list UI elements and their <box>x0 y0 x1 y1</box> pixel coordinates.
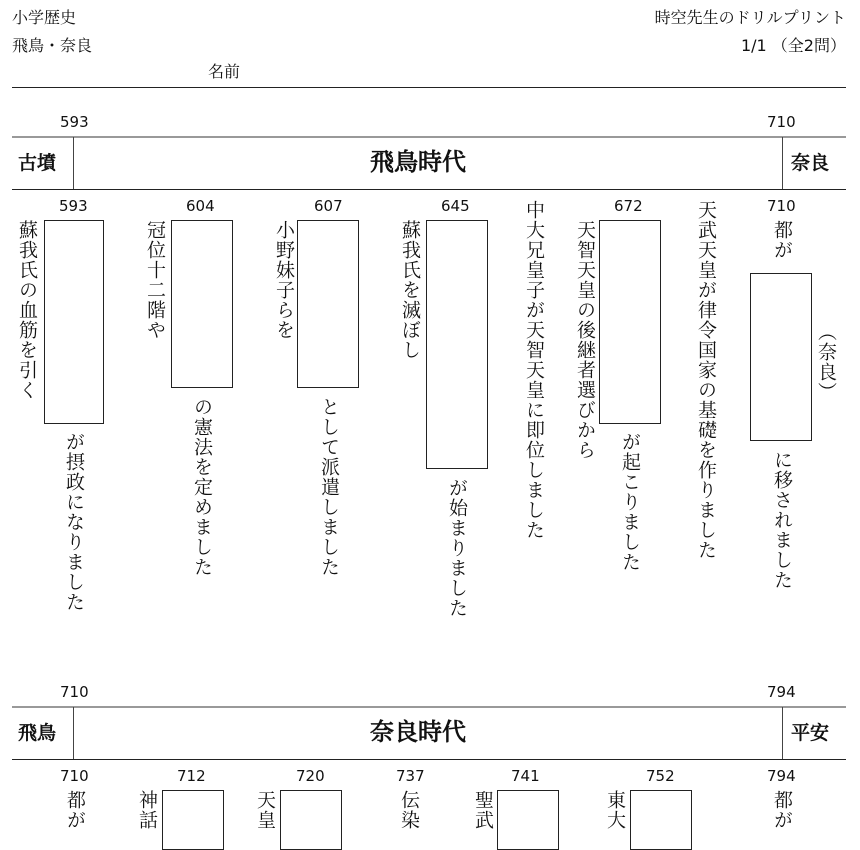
answer-box[interactable] <box>497 790 559 850</box>
question-suffix: として派遣しました <box>318 397 340 577</box>
prev-era-label: 古墳 <box>18 152 57 174</box>
era-divider-left <box>73 137 74 189</box>
era-divider-left <box>73 707 74 759</box>
timeline-end-year: 710 <box>767 113 796 131</box>
question-year: 710 <box>60 767 89 785</box>
era-divider-right <box>782 137 783 189</box>
answer-box[interactable] <box>162 790 224 850</box>
answer-box[interactable] <box>426 220 488 469</box>
answer-box[interactable] <box>44 220 104 424</box>
era-title: 奈良時代 <box>370 717 466 746</box>
question-prompt: 東大 <box>604 790 626 830</box>
question-prompt: 小野妹子らを <box>273 220 295 340</box>
question-suffix: が始まりました <box>446 478 468 618</box>
era-band-top <box>12 706 846 708</box>
question-suffix: が起こりました <box>619 432 641 572</box>
header-divider <box>12 87 846 88</box>
question-prompt: 冠位十二階や <box>144 220 166 340</box>
prev-era-label: 飛鳥 <box>18 722 57 744</box>
era-band-bottom <box>12 189 846 190</box>
question-suffix: の憲法を定めました <box>191 397 213 577</box>
question-prompt: 聖武 <box>472 790 494 830</box>
answer-box[interactable] <box>599 220 661 424</box>
era-divider-right <box>782 707 783 759</box>
question-prompt: 都が <box>64 790 86 830</box>
answer-box[interactable] <box>280 790 342 850</box>
name-label: 名前 <box>208 62 241 81</box>
question-year: 593 <box>59 197 88 215</box>
answer-box[interactable] <box>171 220 233 388</box>
question-prompt: 神話 <box>136 790 158 830</box>
answer-box[interactable] <box>630 790 692 850</box>
era-band-top <box>12 136 846 138</box>
era-title: 飛鳥時代 <box>370 147 466 176</box>
question-year: 752 <box>646 767 675 785</box>
page-info: 1/1 （全2問） <box>740 36 846 55</box>
timeline-end-year: 794 <box>767 683 796 701</box>
answer-hint: （奈良） <box>815 322 837 402</box>
next-era-label: 奈良 <box>791 152 830 174</box>
question-year: 720 <box>296 767 325 785</box>
question-prompt: 蘇我氏の血筋を引く <box>16 220 38 400</box>
era-band-bottom <box>12 759 846 760</box>
answer-box[interactable] <box>297 220 359 388</box>
question-suffix: が摂政になりました <box>63 432 85 612</box>
question-prompt: 都が <box>771 220 793 260</box>
question-prompt: 天智天皇の後継者選びから <box>574 220 596 460</box>
question-year: 794 <box>767 767 796 785</box>
question-suffix: に移されました <box>771 450 793 590</box>
answer-box[interactable] <box>750 273 812 441</box>
question-year: 645 <box>441 197 470 215</box>
question-prompt: 天皇 <box>254 790 276 830</box>
question-year: 741 <box>511 767 540 785</box>
statement-text: 中大兄皇子が天智天皇に即位しました <box>523 200 545 540</box>
topic-label: 飛鳥・奈良 <box>12 36 93 55</box>
question-year: 712 <box>177 767 206 785</box>
question-year: 737 <box>396 767 425 785</box>
timeline-start-year: 593 <box>60 113 89 131</box>
publisher-label: 時空先生のドリルプリント <box>654 8 846 27</box>
question-prompt: 伝染 <box>398 790 420 830</box>
question-year: 604 <box>186 197 215 215</box>
statement-text: 天武天皇が律令国家の基礎を作りました <box>695 200 717 560</box>
question-year: 710 <box>767 197 796 215</box>
question-prompt: 蘇我氏を滅ぼし <box>399 220 421 360</box>
question-prompt: 都が <box>771 790 793 830</box>
subject-label: 小学歴史 <box>12 8 77 27</box>
question-year: 607 <box>314 197 343 215</box>
question-year: 672 <box>614 197 643 215</box>
next-era-label: 平安 <box>791 722 830 744</box>
timeline-start-year: 710 <box>60 683 89 701</box>
